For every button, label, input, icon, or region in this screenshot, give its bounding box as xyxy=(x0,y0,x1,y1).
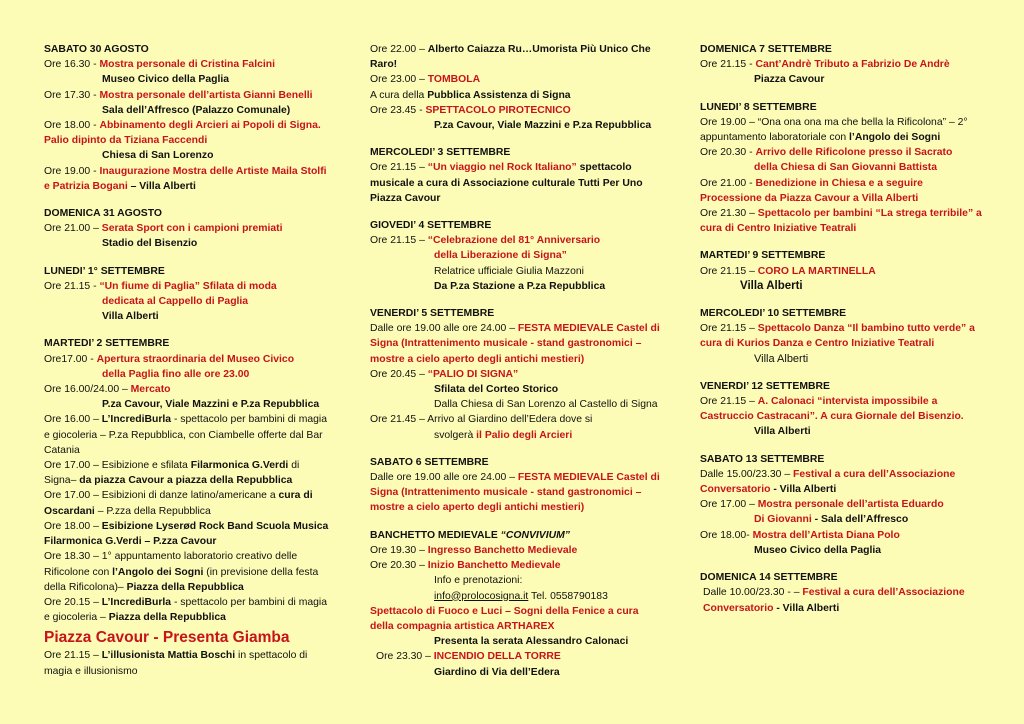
event-line xyxy=(370,321,660,367)
column-2 xyxy=(370,42,660,680)
time: Ore 21.15 – xyxy=(700,396,755,408)
event-line xyxy=(370,72,660,87)
event-line xyxy=(44,648,332,678)
venue: P.za Cavour, Viale Mazzini e P.za Repubblica xyxy=(102,399,320,411)
event-title: Alberto Caiazza Ru…Umorista Più Unico Che Raro! xyxy=(370,44,651,71)
section-heading xyxy=(370,528,660,543)
event-title: Spettacolo Danza “Il bambino tutto verde” a cura di Kurios Danza e Centro Iniziative Teatrali xyxy=(700,323,975,350)
time: Ore 16.30 - xyxy=(44,59,100,71)
banquet-heading: BANCHETTO MEDIEVALE xyxy=(370,529,501,541)
event-line xyxy=(370,543,660,558)
event-title: INCENDIO DELLA TORRE xyxy=(433,651,561,663)
time: Ore 21.30 – xyxy=(700,208,758,220)
event-title: il Palio degli Arcieri xyxy=(476,429,573,441)
venue: Giardino di Via dell’Edera xyxy=(434,666,560,678)
event-title: SPETTACOLO PIROTECNICO xyxy=(425,104,571,116)
venue: Museo Civico della Paglia xyxy=(102,74,230,86)
venue: Stadio del Bisenzio xyxy=(102,238,198,250)
phone: Tel. 0558790183 xyxy=(528,590,608,602)
day-heading: MERCOLEDI’ 3 SETTEMBRE xyxy=(370,147,511,159)
event-title: “Celebrazione del 81° Anniversario xyxy=(427,235,601,247)
time: Dalle 15.00/23.30 – xyxy=(700,468,794,480)
organizer: l’Angolo dei Sogni xyxy=(112,566,204,578)
event-line xyxy=(700,57,982,72)
time: Ore 21.15 – xyxy=(44,650,102,662)
venue: Da P.za Stazione a P.za Repubblica xyxy=(434,280,606,292)
info-label: Info e prenotazioni: xyxy=(434,575,523,587)
day-heading: VENERDI’ 5 SETTEMBRE xyxy=(370,308,495,320)
event-title: Festival a cura dell’Associazione Conversatorio xyxy=(703,587,965,614)
organizer: Pubblica Assistenza di Signa xyxy=(427,89,571,101)
event-desc: (in previsione della festa della Rificolona)– xyxy=(44,566,319,593)
event-desc: (Intrattenimento musicale - stand gastronomici – mostre a cielo aperto degli antichi mestieri) xyxy=(370,338,642,365)
event-desc: svolgerà xyxy=(434,429,477,441)
email-link[interactable]: info@prolocosigna.it xyxy=(434,590,529,602)
day-heading: DOMENICA 31 AGOSTO xyxy=(44,208,162,220)
event-title-cont: Di Giovanni xyxy=(754,514,812,526)
event-line xyxy=(44,57,332,72)
event-line xyxy=(700,176,982,206)
time: Ore 23.30 – xyxy=(376,651,434,663)
column-3 xyxy=(700,42,982,616)
time: Ore 21.15 - xyxy=(44,280,100,292)
event-line xyxy=(370,103,660,118)
time: Ore 21.15 – xyxy=(370,235,428,247)
event-desc: a cura di Centro Iniziative Teatrali xyxy=(700,208,982,235)
event-title: Inaugurazione Mostra delle Artiste Maila Stolfi e Patrizia Bogani xyxy=(44,165,327,192)
event-line xyxy=(370,558,660,573)
time: Ore 18.00 - xyxy=(44,120,100,132)
day-heading: MARTEDI’ 9 SETTEMBRE xyxy=(700,250,826,262)
time: Ore 17.00 – xyxy=(700,499,758,511)
venue: Piazza Cavour xyxy=(754,74,825,86)
time: Ore 19.30 – xyxy=(370,544,428,556)
day-heading: MARTEDI’ 2 SETTEMBRE xyxy=(44,338,170,350)
time: Ore 17.00 – Esibizioni di danze latino/americane a xyxy=(44,490,279,502)
event-title: L’IncrediBurla xyxy=(101,414,172,426)
event-line xyxy=(700,264,982,279)
event-title: Festival a cura dell’Associazione Conversatorio xyxy=(700,468,956,496)
event-title-cont: dedicata al Cappello di Paglia xyxy=(102,296,249,308)
event-line xyxy=(370,367,660,382)
time: Ore 17.00 – Esibizione e sfilata xyxy=(44,460,191,472)
event-title-cont: della Chiesa di San Giovanni Battista xyxy=(754,162,938,174)
time: Ore 20.45 – xyxy=(370,368,428,380)
time: Ore 21.00 - xyxy=(700,177,756,189)
event-desc: spettacolo musicale a cura di Associazione culturale Tutti Per Uno Piazza Cavour xyxy=(370,162,643,204)
time: Ore 16.00/24.00 – xyxy=(44,384,131,396)
event-line xyxy=(44,221,332,236)
venue: - Villa Alberti xyxy=(770,484,837,496)
event-title: Spettacolo di Fuoco e Luci – Sogni della Fenice a cura della compagnia artistica ARTHAREX xyxy=(370,605,639,632)
venue: Dalla Chiesa di San Lorenzo al Castello di Signa xyxy=(434,399,658,411)
time: Ore 17.30 - xyxy=(44,89,100,101)
event-line xyxy=(700,145,982,160)
time: Ore 18.00 – xyxy=(44,520,102,532)
event-title: “PALIO DI SIGNA” xyxy=(427,368,519,380)
organizer: l’Angolo dei Sogni xyxy=(849,132,941,144)
day-heading: MERCOLEDI’ 10 SETTEMBRE xyxy=(700,308,847,320)
venue: - Sala dell’Affresco xyxy=(811,514,909,526)
time: Ore 21.15 – xyxy=(700,265,758,277)
event-line xyxy=(44,279,332,294)
event-title: cura di Oscardani xyxy=(44,490,313,517)
venue: – P.zza della Repubblica xyxy=(94,505,211,517)
event-line xyxy=(44,595,332,625)
event-title: FESTA MEDIEVALE Castel di Signa xyxy=(370,472,660,499)
venue: Villa Alberti xyxy=(102,311,159,323)
event-line xyxy=(44,382,332,397)
time: Ore 18.00- xyxy=(700,529,753,541)
event-line xyxy=(44,352,332,367)
event-title: Arrivo delle Rificolone presso il Sacrato xyxy=(755,147,953,159)
event-line xyxy=(44,412,332,458)
event-desc: Ore 19.00 – “Ona ona ona ma che bella la Rificolona” – 2° appuntamento laboratoriale con xyxy=(700,116,968,144)
event-desc: (Intrattenimento musicale - stand gastronomici – mostre a cielo aperto degli antichi mestieri) xyxy=(370,487,642,514)
event-desc: - spettacolo per bambini di magia e giocoleria – xyxy=(44,596,328,624)
event-line xyxy=(44,458,332,488)
event-title: L’IncrediBurla xyxy=(101,596,172,608)
venue: da piazza Cavour a piazza della Repubblica xyxy=(79,475,293,487)
time: Ore 21.15 - xyxy=(700,59,756,71)
event-title: Mostra personale di Cristina Falcini xyxy=(99,59,275,71)
event-line xyxy=(44,164,332,194)
venue: - Villa Alberti xyxy=(773,602,840,614)
event-line xyxy=(44,118,332,148)
time: Ore 19.00 - xyxy=(44,165,100,177)
event-line xyxy=(370,470,660,516)
event-line xyxy=(44,488,332,518)
event-line xyxy=(370,428,660,443)
venue: Museo Civico della Paglia xyxy=(754,544,882,556)
event-title: Mostra personale dell’artista Gianni Benelli xyxy=(99,89,313,101)
day-heading: DOMENICA 14 SETTEMBRE xyxy=(700,572,838,584)
event-title: “Un fiume di Paglia” Sfilata di moda xyxy=(99,280,277,292)
event-line xyxy=(700,497,982,512)
event-line xyxy=(44,88,332,103)
event-title: Mostra personale dell’artista Eduardo xyxy=(757,499,944,511)
banquet-name: “CONVIVIUM” xyxy=(500,529,570,541)
event-title: Spettacolo per bambini “La strega terribile” xyxy=(757,208,974,220)
venue: Chiesa di San Lorenzo xyxy=(102,150,214,162)
event-title: Apertura straordinaria del Museo Civico xyxy=(96,353,295,365)
event-line xyxy=(700,321,982,351)
day-heading: SABATO 13 SETTEMBRE xyxy=(700,453,825,465)
event-title-cont: della Paglia fino alle ore 23.00 xyxy=(102,368,250,380)
event-line xyxy=(370,88,660,103)
venue: – Villa Alberti xyxy=(127,180,196,192)
event-line xyxy=(700,528,982,543)
highlight-title: Piazza Cavour - Presenta Giamba xyxy=(44,629,290,647)
time: Ore 20.30 – xyxy=(370,560,428,572)
venue: Piazza della Repubblica xyxy=(126,581,244,593)
venue: P.za Cavour, Viale Mazzini e P.za Repubblica xyxy=(434,120,652,132)
day-heading: GIOVEDI’ 4 SETTEMBRE xyxy=(370,220,492,232)
time: Ore 23.00 – xyxy=(370,74,428,86)
time: Ore 22.00 – xyxy=(370,44,428,55)
event-desc: Sfilata del Corteo Storico xyxy=(434,384,559,396)
event-line xyxy=(44,519,332,549)
event-desc: di Signa– xyxy=(44,460,300,487)
venue: Villa Alberti xyxy=(740,279,803,292)
time: Dalle ore 19.00 alle ore 24.00 – xyxy=(370,472,518,484)
venue: Villa Alberti xyxy=(754,426,811,438)
event-title: Filarmonica G.Verdi xyxy=(190,460,289,472)
presenter: Presenta la serata Alessandro Calonaci xyxy=(434,636,629,648)
event-desc: A cura della xyxy=(370,89,428,101)
venue: Sala dell’Affresco (Palazzo Comunale) xyxy=(102,104,291,116)
event-title-cont: della Liberazione di Signa” xyxy=(434,250,567,262)
event-line xyxy=(370,160,660,206)
event-title: Abbinamento degli Arcieri ai Popoli di Signa. Palio dipinto da Tiziana Faccendi xyxy=(44,120,321,147)
event-title: Cant’Andrè Tributo a Fabrizio De Andrè xyxy=(755,59,950,71)
event-title: L’illusionista Mattia Boschi xyxy=(101,650,236,662)
event-title: “Un viaggio nel Rock Italiano” xyxy=(427,162,577,174)
event-line xyxy=(44,549,332,595)
event-title: Esibizione Lyserød Rock Band Scuola Musica Filarmonica G.Verdi – P.zza Cavour xyxy=(44,520,329,548)
time: Ore 20.30 - xyxy=(700,147,756,159)
event-line xyxy=(370,233,660,248)
time: Ore 20.15 – xyxy=(44,596,102,608)
day-heading: VENERDI’ 12 SETTEMBRE xyxy=(700,380,830,392)
event-title: Mostra dell’Artista Diana Polo xyxy=(752,529,900,541)
event-title: Ingresso Banchetto Medievale xyxy=(427,544,578,556)
event-line xyxy=(700,512,982,527)
event-desc: Relatrice ufficiale Giulia Mazzoni xyxy=(434,265,584,277)
event-line xyxy=(700,467,982,497)
day-heading: DOMENICA 7 SETTEMBRE xyxy=(700,44,832,55)
contact-line xyxy=(370,589,660,604)
venue: Villa Alberti xyxy=(754,352,809,365)
day-heading: SABATO 30 AGOSTO xyxy=(44,44,149,55)
day-heading: SABATO 6 SETTEMBRE xyxy=(370,456,489,468)
event-line xyxy=(370,649,660,664)
event-title: Serata Sport con i campioni premiati xyxy=(101,223,283,235)
time: Ore 18.30 – 1° appuntamento laboratorio creativo delle Rificolone con xyxy=(44,551,298,578)
time: Dalle 10.00/23.30 - – xyxy=(703,587,803,599)
time: Ore 23.45 - xyxy=(370,104,426,116)
event-line xyxy=(700,585,982,615)
time: Ore 21.15 – xyxy=(370,162,428,174)
column-1 xyxy=(44,42,332,679)
venue: Piazza della Repubblica xyxy=(108,612,226,624)
event-title: FESTA MEDIEVALE Castel di Signa xyxy=(370,323,660,350)
time: Dalle ore 19.00 alle ore 24.00 – xyxy=(370,323,518,335)
day-heading: LUNEDI’ 1° SETTEMBRE xyxy=(44,265,165,277)
event-title: A. Calonaci “intervista impossibile a Castruccio Castracani”. A cura Giornale del Bisenzio. xyxy=(700,396,964,423)
event-title: Mercato xyxy=(130,384,171,396)
event-desc: in spettacolo di magia e illusionismo xyxy=(44,650,308,677)
event-desc: - spettacolo per bambini di magia e giocoleria – P.za Repubblica, con Ciambelle offerte dal Bar Catania xyxy=(44,414,328,456)
event-title: Inizio Banchetto Medievale xyxy=(427,560,561,572)
event-line xyxy=(700,394,982,424)
event-line xyxy=(700,115,982,145)
event-title: CORO LA MARTINELLA xyxy=(757,265,876,277)
day-heading: LUNEDI’ 8 SETTEMBRE xyxy=(700,101,817,113)
event-title: Benedizione in Chiesa e a seguire Processione da Piazza Cavour a Villa Alberti xyxy=(700,177,923,204)
event-line xyxy=(700,206,982,236)
time: Ore 21.15 – xyxy=(700,323,758,335)
event-line: Ore 21.45 – Arrivo al Giardino dell’Edera dove si xyxy=(370,414,593,426)
event-title: TOMBOLA xyxy=(427,74,481,86)
event-line xyxy=(370,42,660,72)
time: Ore17.00 - xyxy=(44,353,97,365)
time: Ore 21.00 – xyxy=(44,223,102,235)
time: Ore 16.00 – xyxy=(44,414,102,426)
